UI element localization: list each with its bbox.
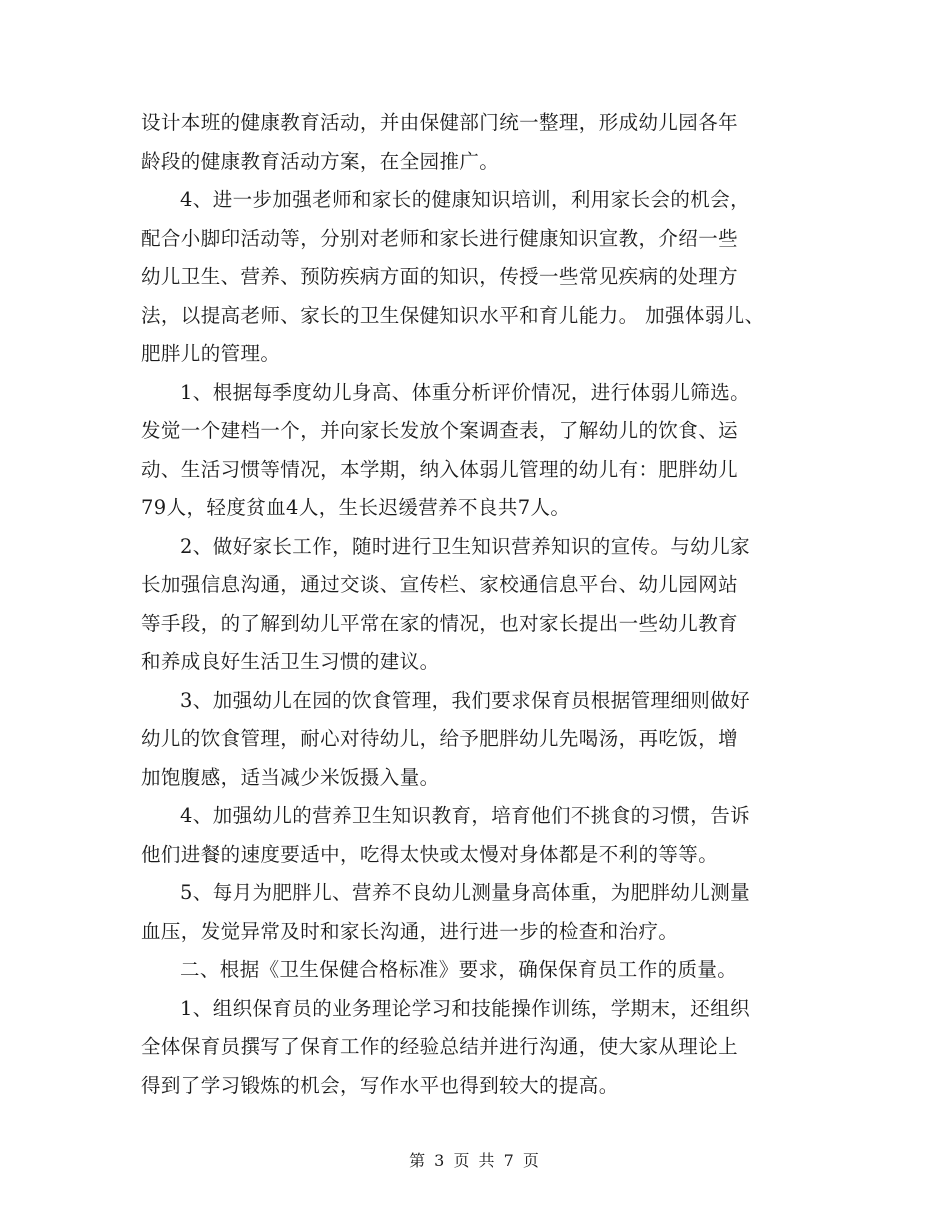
text-line: 4、进一步加强老师和家长的健康知识培训，利用家长会的机会， xyxy=(180,188,751,211)
text-line: 1、组织保育员的业务理论学习和技能操作训练，学期末，还组织 xyxy=(180,996,751,1020)
text-line: 二、根据《卫生保健合格标准》要求，确保保育员工作的质量。 xyxy=(180,958,738,981)
text-line: 2、做好家长工作，随时进行卫生知识营养知识的宣传。与幼儿家 xyxy=(180,534,751,558)
text-line: 配合小脚印活动等，分别对老师和家长进行健康知识宣教，介绍一些 xyxy=(141,226,739,250)
body-text xyxy=(141,104,821,1105)
text-line: 幼儿卫生、营养、预防疾病方面的知识，传授一些常见疾病的处理方 xyxy=(141,265,739,288)
text-line: 幼儿的饮食管理，耐心对待幼儿，给予肥胖幼儿先喝汤，再吃饭，增 xyxy=(141,727,739,750)
page-number-footer: 第 3 页 共 7 页 xyxy=(409,1151,541,1170)
text-line: 1、根据每季度幼儿身高、体重分析评价情况，进行体弱儿筛选。 xyxy=(180,380,751,404)
text-line: 长加强信息沟通，通过交谈、宣传栏、家校通信息平台、幼儿园网站 xyxy=(141,573,739,596)
text-line: 5、每月为肥胖儿、营养不良幼儿测量身高体重，为肥胖幼儿测量 xyxy=(180,881,751,904)
text-line: 加饱腹感，适当减少米饭摄入量。 xyxy=(141,765,440,789)
text-line: 全体保育员撰写了保育工作的经验总结并进行沟通，使大家从理论上 xyxy=(141,1035,739,1058)
text-line: 79人，轻度贫血4人，生长迟缓营养不良共7人。 xyxy=(141,496,571,519)
text-line: 等手段，的了解到幼儿平常在家的情况，也对家长提出一些幼儿教育 xyxy=(141,611,739,635)
text-line: 法，以提高老师、家长的卫生保健知识水平和育儿能力。 加强体弱儿、 xyxy=(141,303,765,327)
text-line: 设计本班的健康教育活动，并由保健部门统一整理，形成幼儿园各年 xyxy=(141,111,739,134)
text-line: 3、加强幼儿在园的饮食管理，我们要求保育员根据管理细则做好 xyxy=(180,688,751,712)
text-line: 肥胖儿的管理。 xyxy=(141,342,281,365)
text-line: 和养成良好生活卫生习惯的建议。 xyxy=(141,650,440,673)
text-line: 他们进餐的速度要适中，吃得太快或太慢对身体都是不利的等等。 xyxy=(141,842,719,866)
text-line: 龄段的健康教育活动方案，在全园推广。 xyxy=(141,149,500,173)
text-line: 得到了学习锻炼的机会，写作水平也得到较大的提高。 xyxy=(141,1073,619,1097)
text-line: 发觉一个建档一个，并向家长发放个案调查表，了解幼儿的饮食、运 xyxy=(141,419,739,442)
text-line: 血压，发觉异常及时和家长沟通，进行进一步的检查和治疗。 xyxy=(141,919,679,943)
text-line: 动、生活习惯等情况，本学期，纳入体弱儿管理的幼儿有：肥胖幼儿 xyxy=(141,457,739,481)
text-line: 4、加强幼儿的营养卫生知识教育，培育他们不挑食的习惯，告诉 xyxy=(180,804,751,827)
